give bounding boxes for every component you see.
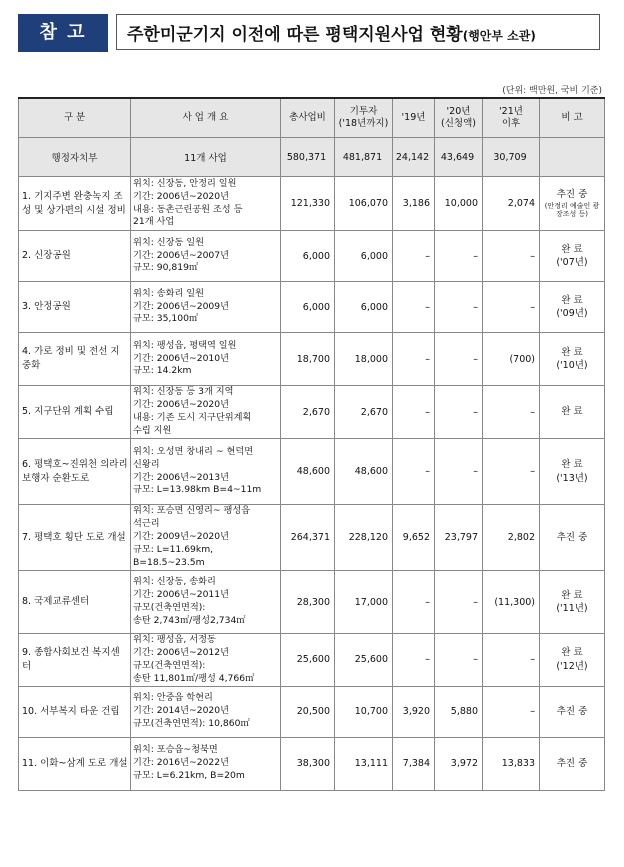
row-total: 20,500 (281, 686, 335, 737)
overview-line: 내용: 기존 도시 지구단위계획 (133, 412, 252, 423)
row-y21: (700) (483, 333, 540, 386)
reference-tag: 참 고 (18, 14, 108, 52)
total-total: 580,371 (281, 138, 335, 177)
table-row (19, 231, 605, 282)
unit-note: (단위: 백만원, 국비 기준) (502, 86, 602, 96)
overview-line: 위치: 신장동, 안정리 일원 (133, 177, 237, 189)
row-y19: – (393, 386, 435, 439)
row-total: 28,300 (281, 571, 335, 634)
col-y20-sub: (신청액) (441, 118, 476, 129)
row-note (540, 282, 605, 333)
row-overview (131, 282, 281, 333)
col-invested (335, 98, 393, 138)
note-status: 추진 중 (556, 757, 588, 769)
note-detail: (안정리 예술인 광장조성 등) (544, 201, 600, 219)
total-invested: 481,871 (335, 138, 393, 177)
row-y20: – (435, 634, 483, 687)
overview-line: 위치: 오성면 창내리 ~ 현덕면 (133, 445, 254, 457)
overview-line: 규모: L=11.69km, (133, 543, 214, 555)
page-title (127, 20, 536, 45)
row-overview (131, 386, 281, 439)
row-y20: 5,880 (435, 686, 483, 737)
row-category: 4. 가로 정비 및 전선 지중화 (19, 333, 131, 386)
overview-line: 위치: 신장동 등 3개 지역 (133, 386, 234, 398)
row-overview (131, 439, 281, 505)
row-invested: 6,000 (335, 231, 393, 282)
row-y19: – (393, 333, 435, 386)
row-y21: – (483, 634, 540, 687)
overview-line: 규모: L=6.21km, B=20m (133, 769, 245, 781)
row-y21: – (483, 282, 540, 333)
total-row (19, 138, 605, 177)
table-row (19, 386, 605, 439)
note-year: ('12년) (556, 660, 588, 672)
row-category: 9. 종합사회보건 복지센터 (19, 634, 131, 687)
note-status: 완 료 (561, 459, 583, 471)
total-overview: 11개 사업 (131, 138, 281, 177)
row-total: 38,300 (281, 737, 335, 790)
note-year: ('11년) (556, 603, 588, 614)
table-row (19, 282, 605, 333)
overview-line: 규모: 90,819㎡ (133, 262, 199, 274)
overview-line: 규모: L=13.98km B=4~11m (133, 484, 262, 496)
row-y20: – (435, 282, 483, 333)
row-y19: – (393, 571, 435, 634)
title-main: 주한미군기지 이전에 따른 평택지원사업 현황 (127, 24, 463, 45)
overview-line: 송탄 2,743㎡/팽성2,734㎡ (133, 614, 246, 626)
overview-line: 위치: 안중읍 학현리 (133, 692, 213, 704)
row-invested: 6,000 (335, 282, 393, 333)
col-y21-label: '21년 (499, 105, 523, 117)
row-note (540, 177, 605, 231)
row-note (540, 231, 605, 282)
overview-line: 위치: 팽성읍, 평택역 일원 (133, 339, 237, 351)
row-total: 18,700 (281, 333, 335, 386)
row-y21: – (483, 439, 540, 505)
overview-line: B=18.5~23.5m (133, 556, 205, 568)
row-note (540, 571, 605, 634)
overview-line: 기간: 2009년~2020년 (133, 531, 229, 543)
row-note (540, 439, 605, 505)
note-status: 완 료 (561, 243, 583, 255)
row-y19: – (393, 231, 435, 282)
overview-line: 기간: 2006년~2010년 (133, 352, 229, 364)
row-category: 10. 서부복지 타운 건립 (19, 686, 131, 737)
row-overview (131, 634, 281, 687)
row-y19: 3,920 (393, 686, 435, 737)
overview-line: 규모: 35,100㎡ (133, 313, 199, 325)
note-status: 완 료 (561, 294, 583, 306)
table-row (19, 634, 605, 687)
overview-line: 위치: 팽성읍, 서정동 (133, 634, 216, 645)
note-year: ('09년) (556, 308, 588, 319)
overview-line: 규모(건축연면적): 10,860㎡ (133, 717, 250, 729)
row-category: 11. 이화~삼계 도로 개설 (19, 737, 131, 790)
note-status: 완 료 (561, 406, 583, 418)
overview-line: 규모: 14.2km (133, 365, 192, 377)
note-status: 추진 중 (556, 189, 588, 201)
project-table (18, 97, 605, 791)
table-row (19, 686, 605, 737)
title-sub: (행안부 소관) (462, 28, 536, 43)
row-total: 25,600 (281, 634, 335, 687)
row-y19: 7,384 (393, 737, 435, 790)
note-status: 완 료 (561, 647, 583, 659)
note-status: 완 료 (561, 346, 583, 358)
row-y20: – (435, 571, 483, 634)
row-invested: 2,670 (335, 386, 393, 439)
note-status: 추진 중 (556, 705, 588, 717)
row-y21: (11,300) (483, 571, 540, 634)
overview-line: 위치: 신장동, 송화리 (133, 576, 216, 588)
row-y21: – (483, 231, 540, 282)
row-category: 2. 신장공원 (19, 231, 131, 282)
row-invested: 25,600 (335, 634, 393, 687)
row-y19: 3,186 (393, 177, 435, 231)
col-y20 (435, 98, 483, 138)
row-y20: 3,972 (435, 737, 483, 790)
col-note: 비 고 (540, 98, 605, 138)
row-invested: 106,070 (335, 177, 393, 231)
table-row (19, 333, 605, 386)
overview-line: 규모(건축연면적): (133, 602, 206, 613)
overview-line: 수립 지원 (133, 424, 172, 436)
col-category: 구 분 (19, 98, 131, 138)
row-y19: 9,652 (393, 505, 435, 571)
row-y19: – (393, 634, 435, 687)
overview-line: 기간: 2006년~2007년 (133, 249, 229, 261)
total-y21: 30,709 (483, 138, 540, 177)
row-total: 2,670 (281, 386, 335, 439)
row-category: 7. 평택호 횡단 도로 개설 (19, 505, 131, 571)
row-invested: 13,111 (335, 737, 393, 790)
row-y20: – (435, 386, 483, 439)
col-overview: 사 업 개 요 (131, 98, 281, 138)
col-y19: '19년 (393, 98, 435, 138)
overview-line: 송탄 11,801㎡/팽성 4,766㎡ (133, 672, 255, 684)
overview-line: 21개 사업 (133, 216, 175, 228)
row-note (540, 333, 605, 386)
row-total: 264,371 (281, 505, 335, 571)
row-y20: – (435, 231, 483, 282)
row-invested: 48,600 (335, 439, 393, 505)
table-row (19, 571, 605, 634)
row-y20: 10,000 (435, 177, 483, 231)
overview-line: 석근리 (133, 518, 160, 530)
row-category: 5. 지구단위 계획 수립 (19, 386, 131, 439)
row-total: 48,600 (281, 439, 335, 505)
row-total: 6,000 (281, 282, 335, 333)
row-overview (131, 686, 281, 737)
row-y20: – (435, 333, 483, 386)
total-category: 행정자치부 (19, 138, 131, 177)
row-note (540, 386, 605, 439)
row-invested: 10,700 (335, 686, 393, 737)
row-overview (131, 571, 281, 634)
col-y21-sub: 이후 (501, 118, 521, 129)
note-year: ('07년) (556, 257, 588, 268)
row-overview (131, 737, 281, 790)
row-y21: 2,074 (483, 177, 540, 231)
col-y20-label: '20년 (446, 105, 471, 117)
col-total: 총사업비 (281, 98, 335, 138)
overview-line: 기간: 2006년~2009년 (133, 300, 229, 312)
table-row (19, 439, 605, 505)
row-y19: – (393, 439, 435, 505)
note-status: 완 료 (561, 589, 583, 601)
overview-line: 기간: 2014년~2020년 (133, 705, 229, 717)
total-note (540, 138, 605, 177)
row-y21: – (483, 686, 540, 737)
row-y21: – (483, 386, 540, 439)
col-y21 (483, 98, 540, 138)
row-y21: 13,833 (483, 737, 540, 790)
overview-line: 위치: 신장동 일원 (133, 236, 205, 248)
note-year: ('10년) (556, 360, 588, 371)
row-category: 1. 기지주변 완충녹지 조성 및 상가편의 시설 정비 (19, 177, 131, 231)
row-note (540, 686, 605, 737)
overview-line: 위치: 송화리 일원 (133, 287, 205, 299)
row-invested: 18,000 (335, 333, 393, 386)
overview-line: 기간: 2006년~2012년 (133, 646, 229, 658)
row-overview (131, 231, 281, 282)
row-overview (131, 505, 281, 571)
header-row (19, 98, 605, 138)
table-row (19, 505, 605, 571)
table-row (19, 177, 605, 231)
total-y20: 43,649 (435, 138, 483, 177)
table-row (19, 737, 605, 790)
row-note (540, 634, 605, 687)
overview-line: 위치: 포승면 신영리~ 팽성읍 (133, 505, 251, 517)
overview-line: 신왕리 (133, 458, 160, 470)
overview-line: 위치: 포승읍~청북면 (133, 744, 218, 756)
total-y19: 24,142 (393, 138, 435, 177)
overview-line: 기간: 2006년~2020년 (133, 399, 229, 411)
row-category: 6. 평택호~진위천 의라리 보행자 순환도로 (19, 439, 131, 505)
row-y21: 2,802 (483, 505, 540, 571)
row-category: 8. 국제교류센터 (19, 571, 131, 634)
note-status: 추진 중 (556, 531, 588, 543)
overview-line: 내용: 동촌근린공원 조성 등 (133, 203, 243, 215)
row-category: 3. 안정공원 (19, 282, 131, 333)
row-overview (131, 177, 281, 231)
row-y20: – (435, 439, 483, 505)
row-overview (131, 333, 281, 386)
row-invested: 17,000 (335, 571, 393, 634)
row-total: 6,000 (281, 231, 335, 282)
page-header (18, 14, 602, 52)
row-invested: 228,120 (335, 505, 393, 571)
col-invested-sub: ('18년까지) (338, 118, 389, 129)
overview-line: 기간: 2006년~2020년 (133, 190, 229, 202)
overview-line: 규모(건축연면적): (133, 659, 206, 671)
overview-line: 기간: 2016년~2022년 (133, 757, 229, 769)
row-total: 121,330 (281, 177, 335, 231)
title-box (116, 14, 600, 50)
row-note (540, 505, 605, 571)
row-y19: – (393, 282, 435, 333)
row-y20: 23,797 (435, 505, 483, 571)
col-invested-label: 기투자 (349, 105, 378, 117)
note-year: ('13년) (556, 472, 588, 484)
row-note (540, 737, 605, 790)
overview-line: 기간: 2006년~2013년 (133, 471, 229, 483)
overview-line: 기간: 2006년~2011년 (133, 589, 229, 601)
